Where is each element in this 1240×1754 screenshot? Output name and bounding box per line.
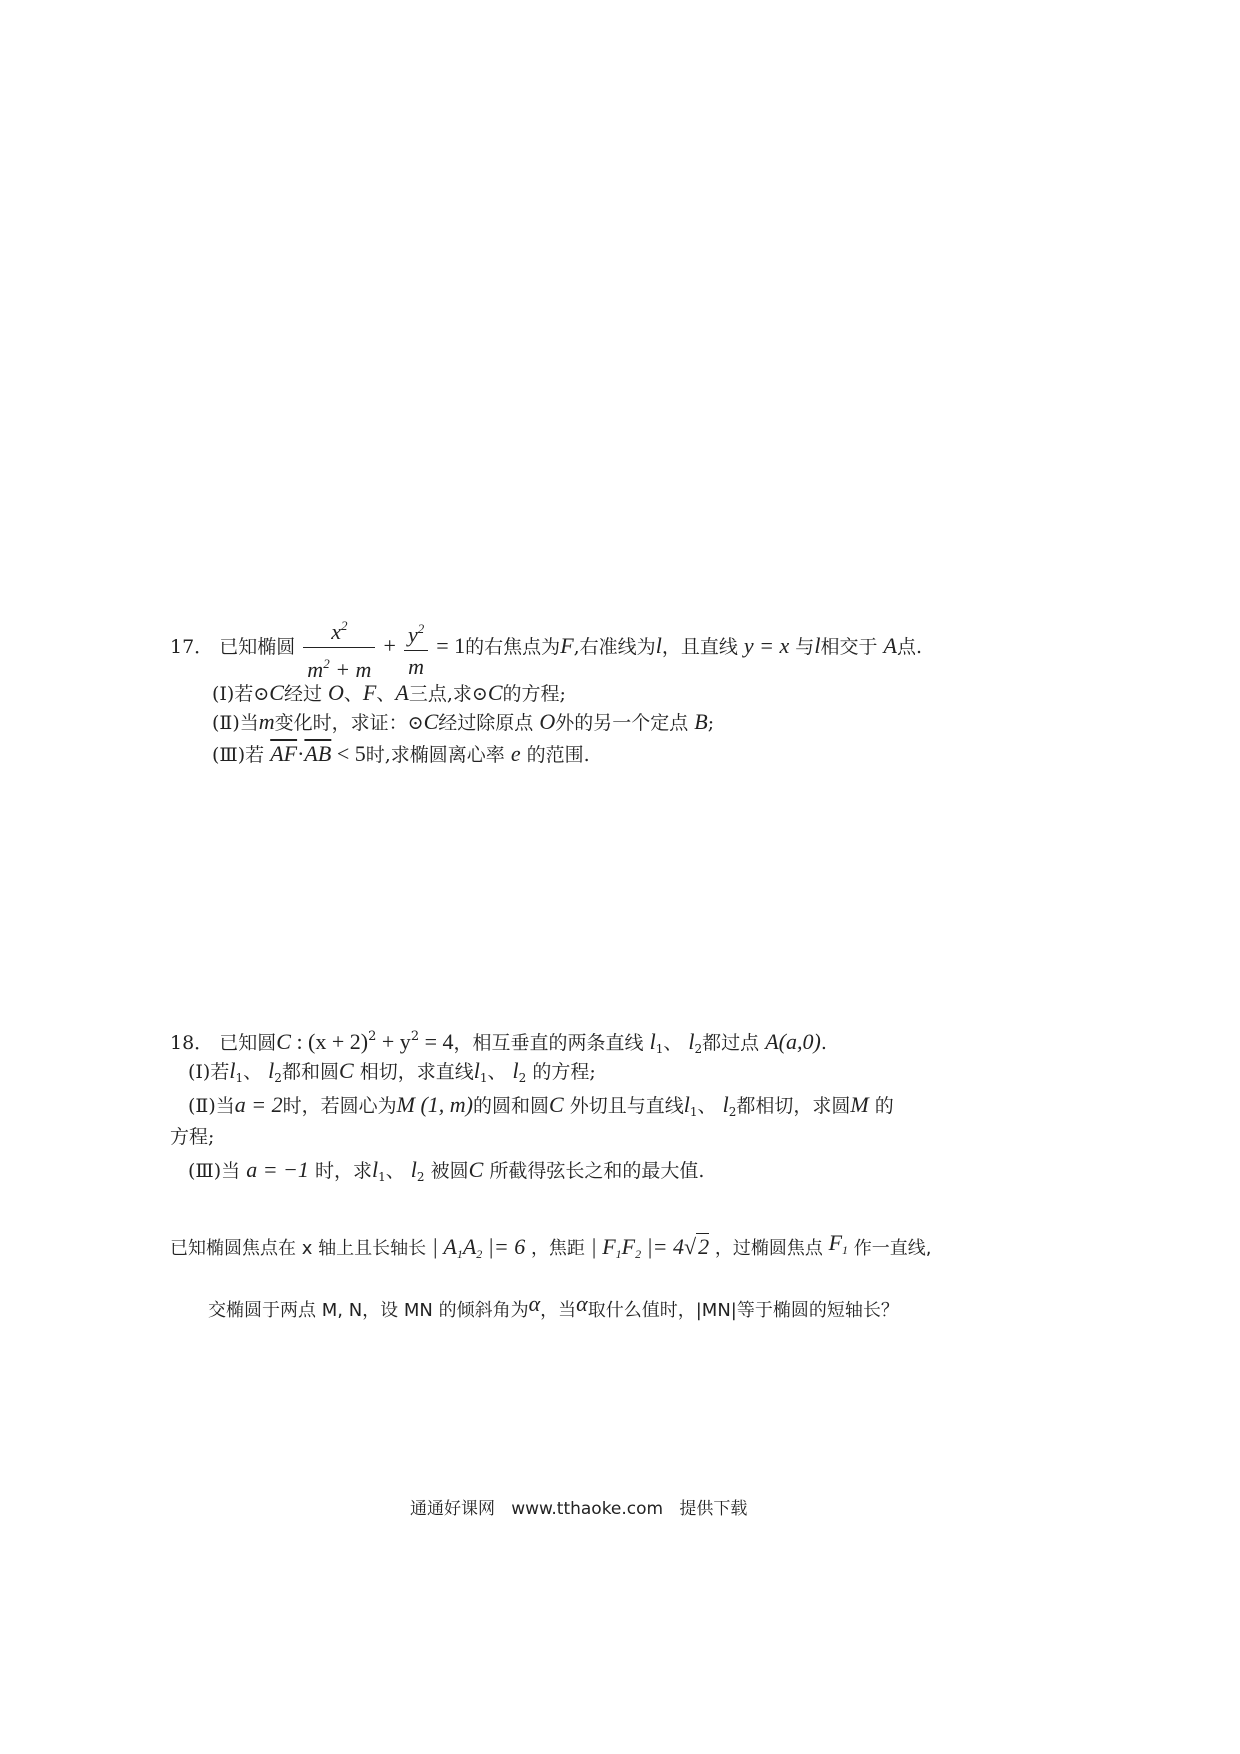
footer-site-name: 通通好课网 (410, 1499, 495, 1519)
problem-17-part-3: (Ⅲ)若 $\overline{AF}\cdot\overline{AB} < 5$时,求椭圆离心率 e 的范围. (212, 741, 590, 766)
problem-18-part-3: (Ⅲ)当 a = −1 时，求$l_1$、 $l_2$ 被圆C 所截得弦长之和的最大值. (188, 1157, 705, 1184)
problem-18-part-1: (Ⅰ)若$l_1$、 $l_2$都和圆C 相切，求直线$l_1$、 $l_2$ 的方程; (188, 1058, 596, 1085)
footer-url: www.tthaoke.com (511, 1499, 664, 1519)
problem-17-part-2: (Ⅱ)当m变化时，求证：⊙C经过除原点 O外的另一个定点 B; (212, 709, 715, 734)
problem-17-stem: 17． 已知椭圆 $\frac{x^2}{m^2 + m}$ + $\frac{y^2}{m}$ = 1的右焦点为F,右准线为l，且直线 y = x 与l相交于 A点. (170, 613, 922, 683)
fraction-y: $\frac{y^2}{m}$ (404, 616, 428, 680)
problem-18-stem: 18． 已知圆C : $(x + 2)^2 + y^2 = 4$，相互垂直的两条直线 $l_1$、 $l_2$都过点 A(a,0). (170, 1029, 827, 1056)
problem-ellipse-stem: 已知椭圆焦点在 x 轴上且长轴长 | $A_1A_2$ |= 6 ，焦距 | $F_1F_2$ |= 4√2 ，过椭圆焦点 $F_1$ 作一直线, (170, 1230, 932, 1261)
problem-18-part-2: (Ⅱ)当a = 2时，若圆心为M (1, m)的圆和圆C 外切且与直线$l_1$、 $l_2$都相切，求圆M 的 (188, 1092, 894, 1119)
problem-18-part-2-cont: 方程; (170, 1126, 215, 1148)
page-footer (410, 1494, 747, 1519)
fraction-x: $\frac{x^2}{m^2 + m}$ (303, 613, 375, 683)
problem-ellipse-line-2: 交椭圆于两点 M, N，设 MN 的倾斜角为α，当α取什么值时，|MN|等于椭圆的短轴长？ (208, 1291, 899, 1321)
problem-number: 18． (170, 1032, 214, 1054)
footer-tail: 提供下载 (679, 1499, 748, 1519)
problem-number: 17． (170, 636, 214, 658)
problem-17-part-1: (Ⅰ)若⊙C经过 O、F、A三点,求⊙C的方程; (212, 680, 566, 705)
